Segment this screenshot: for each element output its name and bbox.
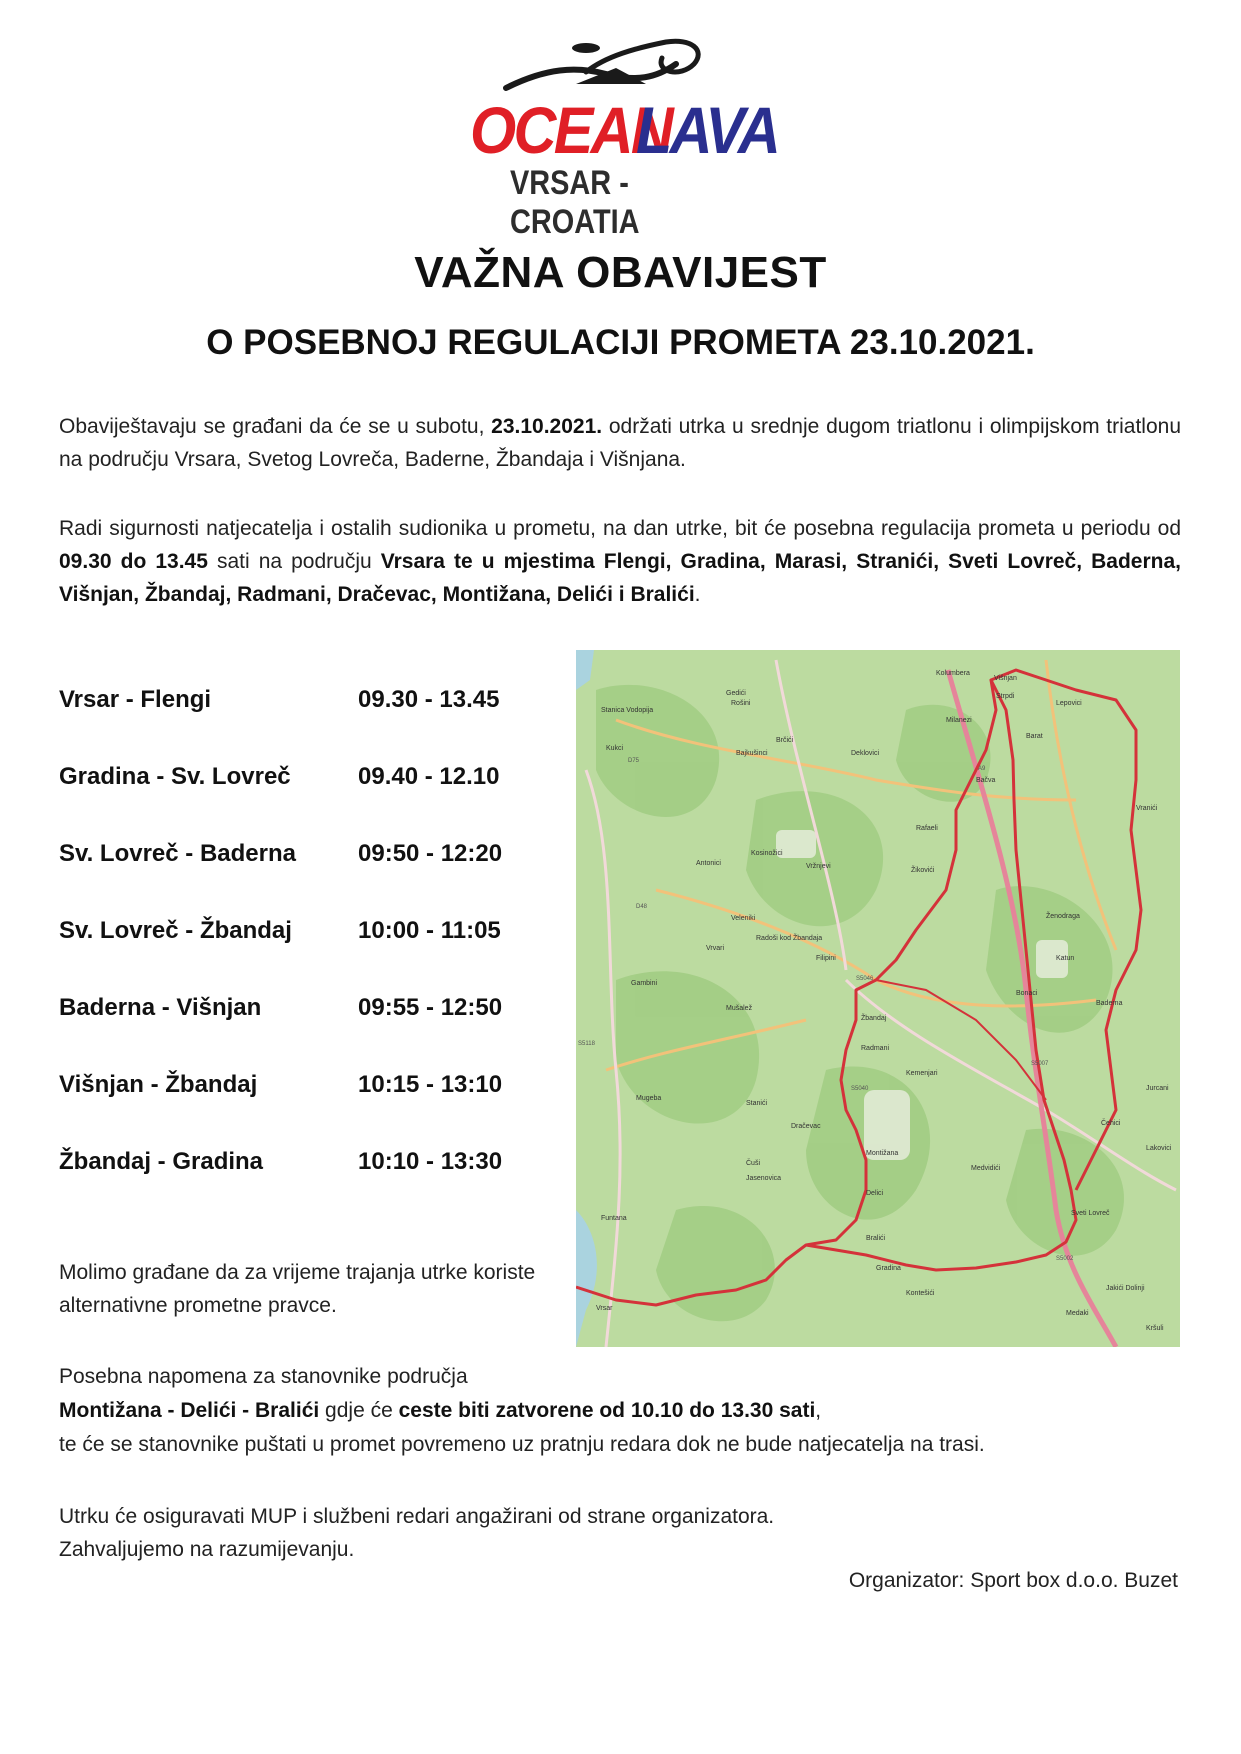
map-label: Višnjan [994,675,1017,682]
map-label: Gradina [876,1265,901,1272]
map-label: Delici [866,1190,884,1197]
map-label: Kolumbera [936,670,970,677]
closed-area: Montižana - Delići - Bralići [59,1399,320,1422]
map-label: Bralići [866,1235,886,1242]
map-label: Baderna [1096,1000,1123,1007]
regulation-text-c: . [694,583,701,606]
map-label: Vržnjevi [806,863,831,870]
map-label: Barat [1026,733,1043,740]
regulation-period: 09.30 do 13.45 [59,550,208,573]
intro-text-b: održati utrka u srednje dugom triatlonu i olimpijskom triatlonu na području Vrsara, Svetog Lovreča, Baderne, Žbandaja i Višnjana. [59,415,1182,471]
map-label: Katun [1056,955,1075,962]
map-label: Vrsar [596,1305,613,1312]
logo-lava-text: LAVA [636,93,779,167]
residents-notice-paragraph [59,1360,1181,1462]
regulation-text-b: sati na području [207,550,381,573]
map-label: Gambini [631,980,658,987]
logo-subtitle: VRSAR - CROATIA [510,164,640,241]
map-road-label: D48 [636,904,648,910]
map-label: Sveti Lovreč [1071,1210,1110,1217]
map-label: Milanezi [946,717,972,724]
map-label: Jakići Dolinji [1106,1285,1145,1292]
map-label: Čehici [1101,1120,1121,1127]
ocean-lava-logo [466,28,779,241]
map-label: Radoši kod Žbandaja [756,935,823,942]
map-label: Veleniki [731,915,756,922]
map-label: Medaki [1066,1310,1089,1317]
map-label: Rošini [731,700,751,707]
map-canvas [576,650,1180,1347]
map-label: Jasenovica [746,1175,782,1182]
map-label: Mušalež [726,1005,753,1012]
map-label: Ženodraga [1046,913,1080,920]
map-label: Bajkušinci [736,750,768,757]
residents-notice-line1: Posebna napomena za stanovnike područja [59,1365,468,1388]
intro-paragraph [59,410,1181,476]
map-label: Vranići [1136,805,1158,812]
map-label: Filipini [816,955,836,962]
notice-subtitle: O POSEBNOJ REGULACIJI PROMETA 23.10.2021. [206,323,1035,362]
schedule-route: Gradina - Sv. Lovreč [59,763,291,790]
map-label: Žbandaj [861,1015,887,1022]
map-label: Bačva [976,777,996,784]
map-label: Mugeba [636,1095,662,1102]
schedule-route: Vrsar - Flengi [59,686,212,713]
map-label: Rafaeli [916,825,938,832]
residents-notice-mid: gdje će [319,1399,399,1422]
map-road-label: S5118 [578,1041,595,1047]
map-label: Funtana [601,1215,627,1222]
schedule-time: 10:15 - 13:10 [358,1071,503,1098]
schedule-route: Sv. Lovreč - Baderna [59,840,296,867]
closure-hours: ceste biti zatvorene od 10.10 do 13.30 sati [398,1399,816,1422]
schedule-time: 09:50 - 12:20 [358,840,503,867]
schedule-route: Žbandaj - Gradina [59,1148,264,1175]
thanks-line: Zahvaljujemo na razumijevanju. [59,1538,355,1561]
residents-notice-end: , [815,1399,822,1422]
map-label: Montižana [866,1150,899,1157]
map-label: Kršuli [1146,1325,1164,1332]
map-label: Žikovići [911,867,935,874]
intro-text-a: Obaviještavaju se građani da će se u subotu, [59,415,492,438]
schedule-route: Sv. Lovreč - Žbandaj [59,917,292,944]
schedule-time: 09:55 - 12:50 [358,994,503,1021]
map-label: Stanići [746,1100,768,1107]
residents-notice-line2 [59,1394,1181,1428]
regulation-places: Vrsara te u mjestima Flengi, Gradina, Marasi, Stranići, Sveti Lovreč, Baderna, Višnjan, Žbandaj, Radmani, Dračevac, Montižana, Delići i Bralići [59,550,1182,606]
map-label: Dračevac [791,1123,821,1130]
regulation-paragraph [59,512,1181,611]
map-label: Antonici [696,860,721,867]
schedule-route: Višnjan - Žbandaj [59,1071,258,1098]
residents-notice-line3: te će se stanovnike puštati u promet povremeno uz pratnju redara dok ne bude natjecatelja na trasi. [59,1433,985,1456]
map-road-label: S5007 [1031,1061,1049,1067]
schedule-route: Baderna - Višnjan [59,994,262,1021]
regulation-text-a: Radi sigurnosti natjecatelja i ostalih sudionika u prometu, na dan utrke, bit će posebna regulacija prometa u periodu od [59,517,1181,540]
map-label: Lepovici [1056,700,1082,707]
organizer-signature: Organizator: Sport box d.o.o. Buzet [848,1569,1178,1592]
map-label: Čuši [746,1160,761,1167]
schedule-time: 09.40 - 12.10 [358,763,500,790]
security-line: Utrku će osiguravati MUP i službeni redari angažirani od strane organizatora. [59,1505,775,1528]
map-label: Vrvari [706,945,725,952]
map-label: Medvidići [971,1165,1001,1172]
map-road-label: S5040 [851,1086,869,1092]
closing-paragraph [59,1500,1181,1566]
map-road-label: D75 [628,758,640,764]
map-label: Kosinožici [751,850,783,857]
map-label: Deklovici [851,750,880,757]
race-route-map [576,650,1180,1347]
map-road-label: S5002 [1056,1256,1074,1262]
map-label: Jurcani [1146,1085,1169,1092]
schedule-time: 10:00 - 11:05 [358,917,501,944]
schedule-time: 10:10 - 13:30 [358,1148,503,1175]
alternative-routes-paragraph: Molimo građane da za vrijeme trajanja utrke koriste alternativne prometne pravce. [59,1261,536,1317]
map-label: Strpdi [996,693,1015,700]
map-label: Stanica Vodopija [601,707,654,714]
map-label: Kemenjari [906,1070,938,1077]
map-label: Lakovici [1146,1145,1172,1152]
map-label: Radmani [861,1045,890,1052]
map-road-label: A9 [978,766,986,772]
map-label: Gedići [726,690,746,697]
map-label: Kontešići [906,1290,935,1297]
logo-ocean-text: OCEAN [470,93,672,167]
race-date: 23.10.2021. [491,415,603,438]
map-label: Bonaci [1016,990,1038,997]
schedule-time: 09.30 - 13.45 [358,686,500,713]
notice-title: VAŽNA OBAVIJEST [414,248,827,297]
map-road-label: S5046 [856,976,874,982]
map-label: Kukci [606,745,624,752]
map-label: Brčići [776,737,794,744]
